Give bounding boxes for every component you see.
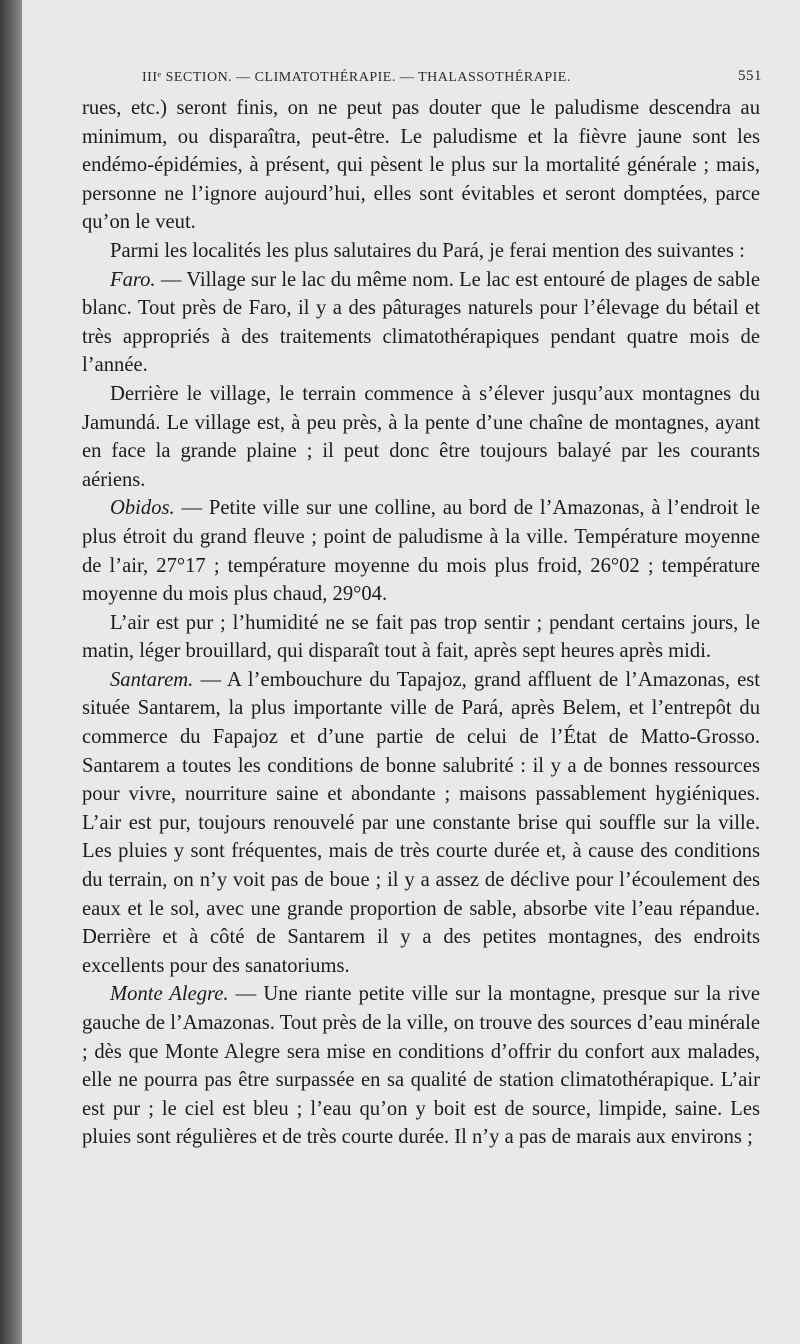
paragraph: Parmi les localités les plus salutaires du Pará, je ferai mention des suivantes : [110,239,745,262]
page-number: 551 [738,68,762,84]
paragraph: Obidos. — Petite ville sur une colline, au bord de l’Amazonas, à l’endroit le plus étroit du grand fleuve ; point de paludisme à la ville. Température moyenne de l’air, 27°17 ; température moyenne du mois plus froid, 26°02 ; température moyenne du mois plus chaud, 29°04. [82,497,760,606]
paragraph: L’air est pur ; l’humidité ne se fait pas trop sentir ; pendant certains jours, le matin, léger brouillard, qui disparaît tout à fait, après sept heures après midi. [82,611,760,663]
body-text [82,94,760,1152]
paragraph: Santarem. — A l’embouchure du Tapajoz, grand affluent de l’Amazonas, est située Santarem, la plus importante ville de Pará, après Belem, et l’entrepôt du commerce du Fapajoz et d’une partie de celui de l’État de Matto-Grosso. Santarem a toutes les conditions de bonne salubrité : il y a de bonnes ressources pour vivre, nourriture saine et abondante ; maisons passablement hygiéniques. L’air est pur, toujours renouvelé par une constante brise qui souffle sur la ville. Les pluies y sont fréquentes, mais de très courte durée et, à cause des conditions du terrain, on n’y voit pas de boue ; il y a assez de déclive pour l’écoulement des eaux et le sol, avec une grande proportion de sable, absorbe vite l’eau répandue. Derrière et à côté de Santarem il y a des petites montagnes, des endroits excellents pour des sanatoriums. [82,668,760,977]
running-title: IIIᵉ SECTION. — CLIMATOTHÉRAPIE. — THALASSOTHÉRAPIE. [142,70,571,85]
book-page [22,0,800,1344]
paragraph: Monte Alegre. — Une riante petite ville sur la montagne, presque sur la rive gauche de l’Amazonas. Tout près de la ville, on trouve des sources d’eau minérale ; dès que Monte Alegre sera mise en conditions d’offrir du confort aux malades, elle ne pourra pas être surpassée en sa qualité de station climatothérapique. L’air est pur ; le ciel est bleu ; l’eau qu’on y boit est de source, limpide, saine. Les pluies sont régulières et de très courte durée. Il n’y a pas de marais aux environs ; [82,983,761,1149]
place-name: Santarem. [110,668,194,691]
book-spine-edge [0,0,22,1344]
running-header [142,66,762,90]
paragraph: Faro. — Village sur le lac du même nom. Le lac est entouré de plages de sable blanc. Tout près de Faro, il y a des pâturages naturels pour l’élevage du bétail et très appropriés à des traitements climatothérapiques pendant quatre mois de l’année. [82,268,760,377]
paragraph: Derrière le village, le terrain commence à s’élever jusqu’aux montagnes du Jamundá. Le village est, à peu près, à la pente d’une chaîne de montagnes, ayant en face la grande plaine ; il peut donc être toujours balayé par les courants aériens. [82,382,760,491]
place-name: Monte Alegre. [110,983,229,1006]
place-name: Obidos. [110,497,175,520]
place-name: Faro. [110,268,156,291]
paragraph: rues, etc.) seront finis, on ne peut pas douter que le paludisme descendra au minimum, ou disparaîtra, peut-être. Le paludisme et la fièvre jaune sont les endémo-épidémies, à présent, qui pèsent le plus sur la mortalité générale ; mais, personne ne l’ignore aujourd’hui, elles sont évitables et seront domptées, parce qu’on le veut. [82,97,760,234]
